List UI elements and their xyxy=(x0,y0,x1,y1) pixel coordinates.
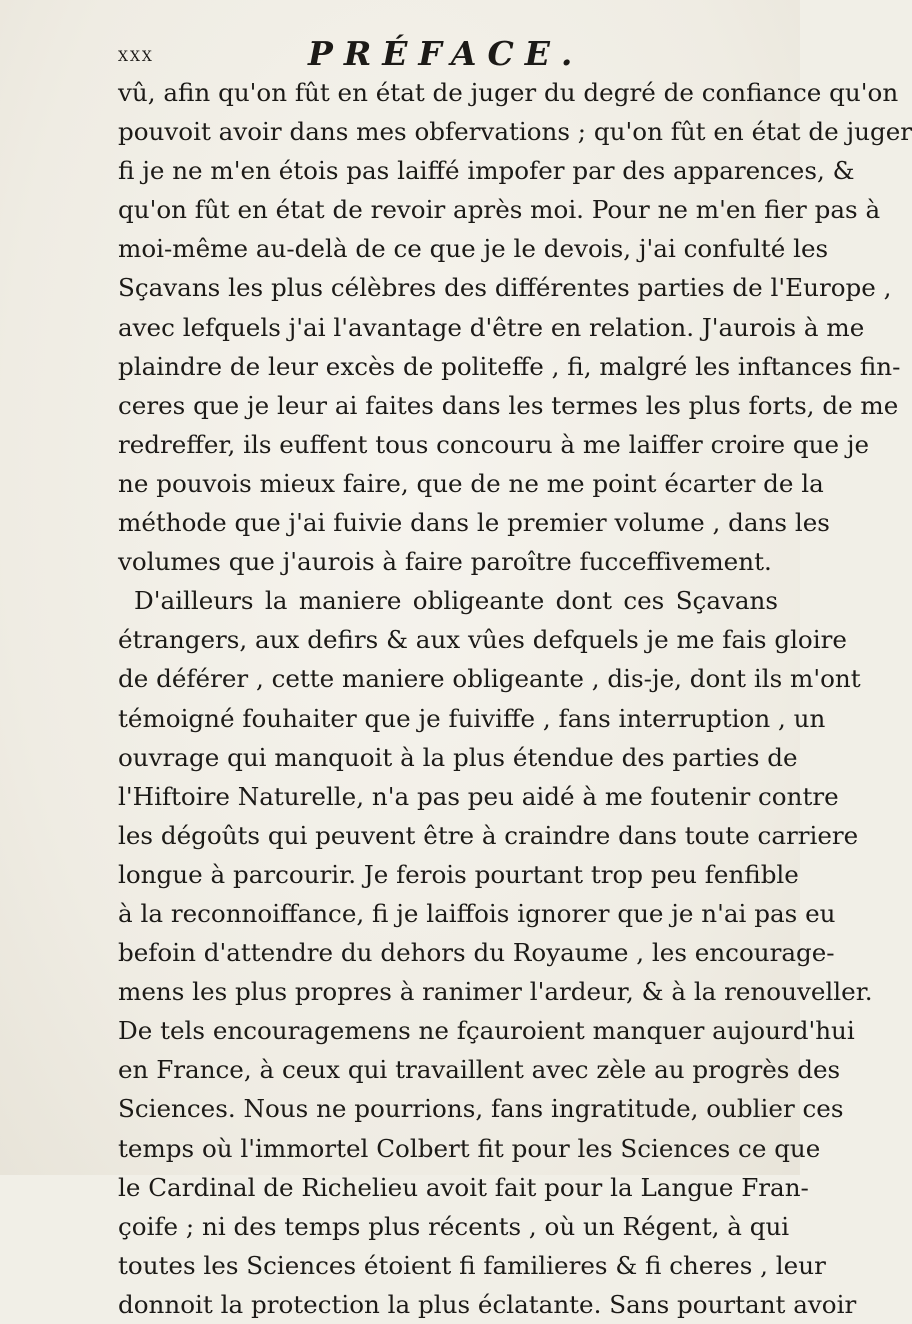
text-line: avec lefquels j'ai l'avantage d'être en relation. J'aurois à me xyxy=(118,312,865,342)
text-line: donnoit la protection la plus éclatante. Sans pourtant avoir xyxy=(118,1289,857,1319)
text-line: volumes que j'aurois à faire paroître fucceffivement. xyxy=(118,547,772,577)
text-line: longue à parcourir. Je ferois pourtant trop peu fenfible xyxy=(118,859,799,889)
text-line: ceres que je leur ai faites dans les termes les plus forts, de me xyxy=(118,390,899,420)
text-line: de déférer , cette maniere obligeante , dis-je, dont ils m'ont xyxy=(118,664,861,694)
text-line: moi-même au-delà de ce que je le devois, j'ai confulté les xyxy=(118,234,829,264)
text-line: befoin d'attendre du dehors du Royaume , les encourage- xyxy=(118,938,835,968)
text-line: De tels encouragemens ne fçauroient manquer aujourd'hui xyxy=(118,1016,855,1046)
text-line: qu'on fût en état de revoir après moi. Pour ne m'en fier pas à xyxy=(118,195,881,225)
text-line: Sciences. Nous ne pourrions, fans ingratitude, oublier ces xyxy=(118,1094,844,1124)
text-line: à la reconnoiffance, fi je laiffois ignorer que je n'ai pas eu xyxy=(118,898,836,928)
text-line: méthode que j'ai fuivie dans le premier volume , dans les xyxy=(118,508,830,538)
text-line: pouvoit avoir dans mes obfervations ; qu'on fût en état de juger xyxy=(118,117,912,147)
body-text xyxy=(118,73,912,1324)
text-line: D'ailleurs la maniere obligeante dont ces Sçavans xyxy=(134,586,778,616)
text-line: fi je ne m'en étois pas laiffé impofer par des apparences, & xyxy=(118,156,855,186)
text-line: les dégoûts qui peuvent être à craindre dans toute carriere xyxy=(118,820,859,850)
text-line: étrangers, aux defirs & aux vûes defquels je me fais gloire xyxy=(118,625,847,655)
text-line: redreffer, ils euffent tous concouru à me laiffer croire que je xyxy=(118,429,870,459)
text-line: témoigné fouhaiter que je fuiviffe , fans interruption , un xyxy=(118,703,826,733)
text-line: ouvrage qui manquoit à la plus étendue des parties de xyxy=(118,742,798,772)
text-line: l'Hiftoire Naturelle, n'a pas peu aidé à me foutenir contre xyxy=(118,781,839,811)
text-line: Sçavans les plus célèbres des différentes parties de l'Europe , xyxy=(118,273,892,303)
text-line: plaindre de leur excès de politeffe , fi, malgré les inftances fin- xyxy=(118,351,901,381)
text-line: ne pouvois mieux faire, que de ne me point écarter de la xyxy=(118,468,824,498)
running-title: PRÉFACE. xyxy=(308,34,584,73)
running-head xyxy=(118,34,768,74)
text-line: mens les plus propres à ranimer l'ardeur, & à la renouveller. xyxy=(118,977,873,1007)
text-line: en France, à ceux qui travaillent avec zèle au progrès des xyxy=(118,1055,841,1085)
text-line: toutes les Sciences étoient fi familieres & fi cheres , leur xyxy=(118,1250,826,1280)
text-line: temps où l'immortel Colbert fit pour les Sciences ce que xyxy=(118,1133,821,1163)
text-line: çoife ; ni des temps plus récents , où un Régent, à qui xyxy=(118,1211,790,1241)
text-line: le Cardinal de Richelieu avoit fait pour la Langue Fran- xyxy=(118,1172,809,1202)
text-line: vû, afin qu'on fût en état de juger du degré de confiance qu'on xyxy=(118,78,899,107)
page-number: xxx xyxy=(118,42,154,66)
